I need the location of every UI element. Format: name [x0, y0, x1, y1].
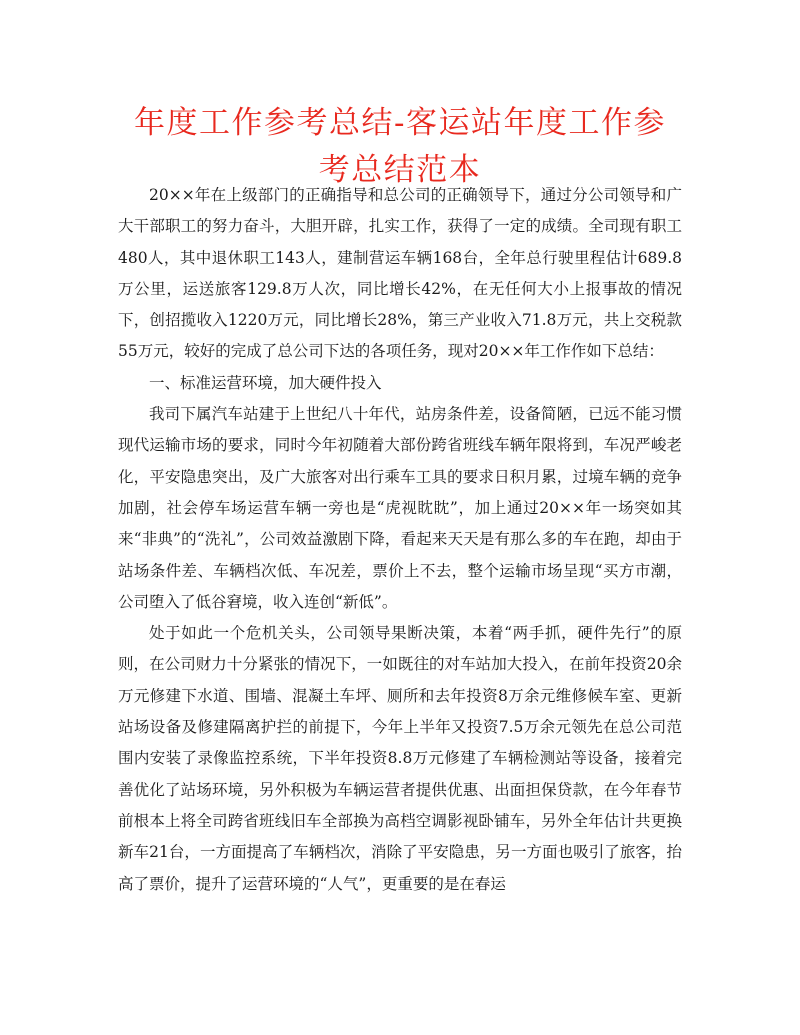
- document-body: [118, 180, 682, 900]
- document-title: 年度工作参考总结-客运站年度工作参考总结范本: [134, 105, 666, 188]
- section-heading: 一、标准运营环境，加大硬件投入: [149, 373, 382, 392]
- paragraph-investment: 处于如此一个危机关头，公司领导果断决策，本着“两手抓，硬件先行”的原则，在公司财力十分紧张的情况下，一如既往的对车站加大投入，在前年投资20余万元修建下水道、围墙、混凝土车坪、厕所和去年投资8万余元维修候车室、更新站场设备及修建隔离护拦的前提下，今年上半年又投资7.5万余元领先在总公司范围内安装了录像监控系统，下半年投资8.8万元修建了车辆检测站等设备，接着完善优化了站场环境，另外积极为车辆运营者提供优惠、出面担保贷款，在今年春节前根本上将全司跨省班线旧车全部换为高档空调影视卧铺车，另外全年估计共更换新车21台，一方面提高了车辆档次，消除了平安隐患，另一方面也吸引了旅客，抬高了票价，提升了运营环境的“人气”，更重要的是在春运: [118, 624, 682, 893]
- paragraph-summary: 20××年在上级部门的正确指导和总公司的正确领导下，通过分公司领导和广大干部职工的努力奋斗，大胆开辟，扎实工作，获得了一定的成绩。全司现有职工480人，其中退休职工143人，建制营运车辆168台，全年总行驶里程估计689.8万公里，运送旅客129.8万人次，同比增长42%，在无任何大小上报事故的情况下，创招揽收入1220万元，同比增长28%，第三产业收入71.8万元，共上交税款55万元，较好的完成了总公司下达的各项任务，现对20××年工作作如下总结：: [118, 186, 682, 361]
- paragraph-background: 我司下属汽车站建于上世纪八十年代，站房条件差，设备简陋，已远不能习惯现代运输市场的要求，同时今年初随着大部份跨省班线车辆年限将到，车况严峻老化，平安隐患突出，及广大旅客对出行乘车工具的要求日积月累，过境车辆的竞争加剧，社会停车场运营车辆一旁也是“虎视眈眈”，加上通过20××年一场突如其来“非典”的“洗礼”，公司效益激剧下降，看起来天天是有那么多的车在跑，却由于站场条件差、车辆档次低、车况差，票价上不去，整个运输市场呈现“买方市潮，公司堕入了低谷窘境，收入连创“新低”。: [118, 405, 682, 611]
